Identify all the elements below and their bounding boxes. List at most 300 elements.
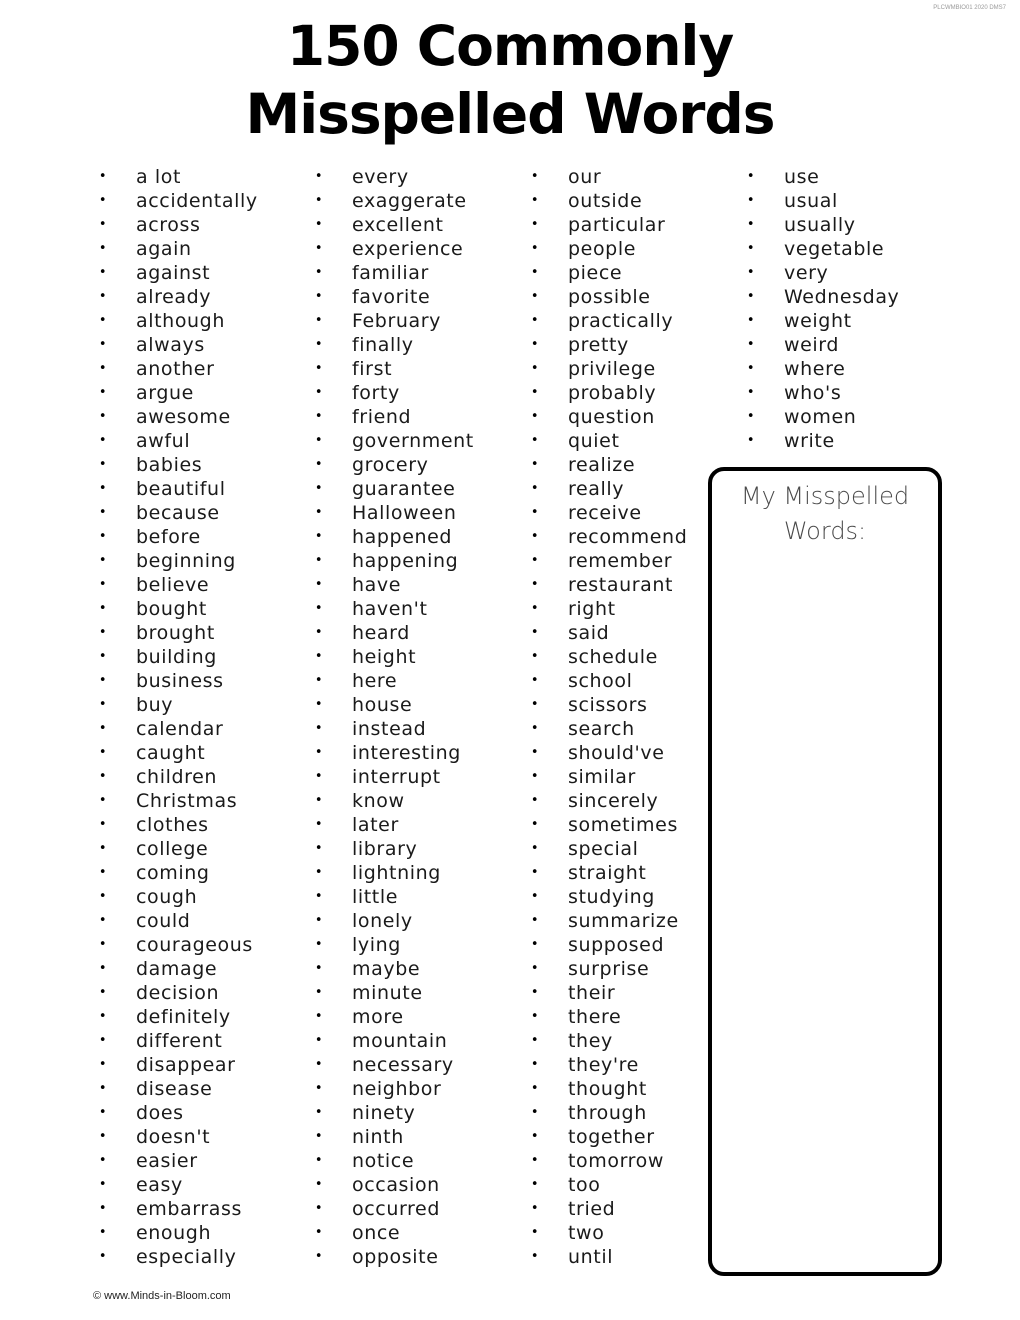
page-title [0,12,1020,148]
word-text: write [784,430,835,452]
bullet-icon: • [530,241,540,256]
bullet-icon: • [314,601,324,616]
word-text: embarrass [136,1198,243,1220]
word-text: exaggerate [352,190,467,212]
bullet-icon: • [98,361,108,376]
bullet-icon: • [98,1225,108,1240]
word-text: search [568,718,635,740]
word-list-item [98,1173,313,1197]
word-list-item [314,501,529,525]
word-column-2 [314,165,529,1269]
bullet-icon: • [314,1129,324,1144]
word-text: argue [136,382,194,404]
bullet-icon: • [98,817,108,832]
word-text: necessary [352,1054,454,1076]
word-text: said [568,622,610,644]
bullet-icon: • [98,481,108,496]
bullet-icon: • [530,1129,540,1144]
bullet-icon: • [746,193,756,208]
word-list-item [98,213,313,237]
bullet-icon: • [530,169,540,184]
word-list-item [98,693,313,717]
bullet-icon: • [746,337,756,352]
word-text: pretty [568,334,629,356]
word-text: there [568,1006,622,1028]
word-text: disappear [136,1054,236,1076]
bullet-icon: • [314,385,324,400]
bullet-icon: • [314,217,324,232]
word-text: disease [136,1078,213,1100]
document-code: PLCWMBIO01 2020 DMS7 [933,5,1006,11]
word-text: usually [784,214,856,236]
word-list-item [530,309,745,333]
bullet-icon: • [746,409,756,424]
word-text: every [352,166,409,188]
word-list-item [98,861,313,885]
bullet-icon: • [98,289,108,304]
word-text: lightning [352,862,441,884]
word-text: until [568,1246,614,1268]
word-text: first [352,358,393,380]
word-list-item [314,693,529,717]
word-list-item [314,1053,529,1077]
word-list-item [746,261,961,285]
word-text: a lot [136,166,182,188]
word-text: against [136,262,211,284]
word-list-item [98,621,313,645]
word-list-item [98,357,313,381]
word-list-item [314,789,529,813]
box-title-line-2: Words: [783,517,867,545]
word-list-item [314,885,529,909]
bullet-icon: • [314,673,324,688]
word-list-item [746,333,961,357]
bullet-icon: • [314,865,324,880]
bullet-icon: • [314,937,324,952]
word-list-item [314,741,529,765]
bullet-icon: • [530,1177,540,1192]
word-list-item [98,189,313,213]
bullet-icon: • [314,1225,324,1240]
bullet-icon: • [530,361,540,376]
word-text: usual [784,190,838,212]
word-list-item [314,573,529,597]
bullet-icon: • [530,313,540,328]
bullet-icon: • [746,289,756,304]
bullet-icon: • [98,169,108,184]
word-text: different [136,1030,223,1052]
word-list-item [314,813,529,837]
word-list-item [98,405,313,429]
word-text: bought [136,598,207,620]
word-text: always [136,334,205,356]
word-list-item [314,525,529,549]
word-text: experience [352,238,464,260]
bullet-icon: • [746,217,756,232]
word-text: tomorrow [568,1150,665,1172]
title-line-1: 150 Commonly [286,14,734,78]
bullet-icon: • [98,865,108,880]
word-list-item [746,237,961,261]
bullet-icon: • [530,889,540,904]
word-list-item [314,957,529,981]
word-list-item [314,1125,529,1149]
word-text: forty [352,382,400,404]
word-text: similar [568,766,636,788]
word-text: outside [568,190,643,212]
bullet-icon: • [98,1081,108,1096]
word-text: excellent [352,214,444,236]
bullet-icon: • [746,313,756,328]
bullet-icon: • [530,457,540,472]
word-list-item [98,1125,313,1149]
word-list-item [746,165,961,189]
word-text: quiet [568,430,620,452]
bullet-icon: • [314,409,324,424]
bullet-icon: • [98,721,108,736]
word-text: before [136,526,201,548]
bullet-icon: • [530,1105,540,1120]
word-text: weird [784,334,840,356]
word-list-item [530,261,745,285]
word-text: occasion [352,1174,440,1196]
bullet-icon: • [746,361,756,376]
word-text: already [136,286,212,308]
word-text: notice [352,1150,415,1172]
word-text: very [784,262,829,284]
word-list-item [530,213,745,237]
word-text: maybe [352,958,421,980]
word-text: happening [352,550,459,572]
bullet-icon: • [314,697,324,712]
bullet-icon: • [530,793,540,808]
word-list-item [314,477,529,501]
word-text: decision [136,982,220,1004]
word-text: summarize [568,910,679,932]
word-text: little [352,886,399,908]
word-list-item [314,645,529,669]
word-text: cough [136,886,198,908]
word-list-item [746,381,961,405]
bullet-icon: • [98,265,108,280]
word-list-item [530,357,745,381]
word-text: grocery [352,454,429,476]
word-text: realize [568,454,636,476]
bullet-icon: • [746,241,756,256]
bullet-icon: • [530,1033,540,1048]
word-list-item [98,885,313,909]
bullet-icon: • [314,529,324,544]
word-text: easy [136,1174,183,1196]
word-list-item [98,1029,313,1053]
bullet-icon: • [98,505,108,520]
word-text: right [568,598,616,620]
word-text: Christmas [136,790,238,812]
word-list-item [98,477,313,501]
bullet-icon: • [530,1009,540,1024]
bullet-icon: • [98,985,108,1000]
word-text: finally [352,334,414,356]
bullet-icon: • [314,841,324,856]
word-text: calendar [136,718,224,740]
word-list-item [98,525,313,549]
bullet-icon: • [530,409,540,424]
word-text: brought [136,622,215,644]
word-list-item [314,837,529,861]
bullet-icon: • [314,361,324,376]
my-misspelled-words-box [708,467,942,1276]
bullet-icon: • [98,217,108,232]
word-text: Halloween [352,502,457,524]
bullet-icon: • [98,769,108,784]
bullet-icon: • [314,1177,324,1192]
word-text: interesting [352,742,461,764]
bullet-icon: • [314,265,324,280]
word-text: doesn't [136,1126,211,1148]
word-list-item [314,597,529,621]
bullet-icon: • [314,745,324,760]
bullet-icon: • [98,1177,108,1192]
bullet-icon: • [98,193,108,208]
word-list-item [746,405,961,429]
word-text: height [352,646,417,668]
bullet-icon: • [746,265,756,280]
word-list-item [314,1221,529,1245]
word-list-item [314,261,529,285]
word-list-item [746,357,961,381]
word-text: interrupt [352,766,441,788]
bullet-icon: • [98,337,108,352]
word-list-item [98,933,313,957]
word-column-4 [746,165,961,453]
bullet-icon: • [530,1081,540,1096]
word-text: remember [568,550,673,572]
word-list-item [314,861,529,885]
bullet-icon: • [98,937,108,952]
word-list-item [314,549,529,573]
bullet-icon: • [98,577,108,592]
word-text: happened [352,526,453,548]
bullet-icon: • [530,529,540,544]
bullet-icon: • [530,289,540,304]
word-list-item [314,1101,529,1125]
word-text: lying [352,934,401,956]
word-list-item [314,333,529,357]
word-list-item [314,1077,529,1101]
word-list-item [530,429,745,453]
bullet-icon: • [314,913,324,928]
word-list-item [314,213,529,237]
word-text: here [352,670,398,692]
bullet-icon: • [746,433,756,448]
word-list-item [98,957,313,981]
bullet-icon: • [98,913,108,928]
word-list-item [314,1005,529,1029]
word-list-item [530,405,745,429]
word-text: could [136,910,191,932]
word-list-item [98,789,313,813]
bullet-icon: • [98,1249,108,1264]
bullet-icon: • [530,553,540,568]
word-list-item [98,261,313,285]
word-text: practically [568,310,674,332]
word-list-item [98,645,313,669]
box-title-line-1: My Misspelled [740,482,910,510]
word-list-item [314,429,529,453]
word-text: straight [568,862,647,884]
bullet-icon: • [530,337,540,352]
bullet-icon: • [98,793,108,808]
bullet-icon: • [530,649,540,664]
word-text: people [568,238,637,260]
word-list-item [98,669,313,693]
word-text: across [136,214,201,236]
word-text: children [136,766,218,788]
bullet-icon: • [314,769,324,784]
bullet-icon: • [98,649,108,664]
word-list-item [314,933,529,957]
word-list-item [314,621,529,645]
word-text: possible [568,286,651,308]
bullet-icon: • [530,577,540,592]
bullet-icon: • [98,529,108,544]
bullet-icon: • [314,553,324,568]
word-text: building [136,646,217,668]
title-line-2: Misspelled Words [245,82,775,146]
word-list-item [98,597,313,621]
bullet-icon: • [314,649,324,664]
bullet-icon: • [530,745,540,760]
word-text: their [568,982,616,1004]
word-text: babies [136,454,203,476]
word-text: later [352,814,399,836]
word-list-item [98,765,313,789]
bullet-icon: • [530,1249,540,1264]
word-text: really [568,478,625,500]
word-list-item [98,909,313,933]
bullet-icon: • [314,793,324,808]
bullet-icon: • [530,433,540,448]
word-list-item [314,1245,529,1269]
bullet-icon: • [746,169,756,184]
word-list-item [98,1077,313,1101]
word-list-item [98,309,313,333]
word-list-item [530,189,745,213]
bullet-icon: • [314,457,324,472]
word-list-item [314,669,529,693]
bullet-icon: • [530,913,540,928]
word-text: business [136,670,224,692]
word-text: where [784,358,846,380]
word-text: neighbor [352,1078,442,1100]
word-text: more [352,1006,404,1028]
word-list-item [314,165,529,189]
word-text: weight [784,310,852,332]
bullet-icon: • [314,1105,324,1120]
word-text: Wednesday [784,286,900,308]
word-list-item [314,981,529,1005]
word-list-item [314,405,529,429]
word-list-item [314,909,529,933]
word-text: another [136,358,215,380]
bullet-icon: • [530,961,540,976]
word-text: through [568,1102,647,1124]
word-text: occurred [352,1198,440,1220]
word-text: sometimes [568,814,678,836]
bullet-icon: • [530,265,540,280]
box-title [712,479,938,549]
word-text: vegetable [784,238,885,260]
word-text: ninth [352,1126,404,1148]
bullet-icon: • [314,337,324,352]
copyright-footer: © www.Minds-in-Bloom.com [93,1290,231,1302]
bullet-icon: • [314,1009,324,1024]
word-list-item [530,285,745,309]
bullet-icon: • [98,889,108,904]
word-list-item [98,1005,313,1029]
bullet-icon: • [314,961,324,976]
word-list-item [98,1197,313,1221]
word-list-item [98,381,313,405]
word-text: instead [352,718,427,740]
word-list-item [746,189,961,213]
word-list-item [314,765,529,789]
word-list-item [98,429,313,453]
bullet-icon: • [530,841,540,856]
bullet-icon: • [314,721,324,736]
bullet-icon: • [98,961,108,976]
bullet-icon: • [314,193,324,208]
word-text: clothes [136,814,209,836]
word-text: courageous [136,934,253,956]
bullet-icon: • [98,1057,108,1072]
word-text: does [136,1102,184,1124]
bullet-icon: • [314,1081,324,1096]
bullet-icon: • [314,1201,324,1216]
word-text: college [136,838,209,860]
word-text: studying [568,886,655,908]
word-text: special [568,838,639,860]
word-text: friend [352,406,412,428]
word-list-item [98,981,313,1005]
word-list-item [98,1149,313,1173]
word-list-item [314,1197,529,1221]
word-list-item [746,213,961,237]
word-text: have [352,574,402,596]
bullet-icon: • [530,601,540,616]
bullet-icon: • [314,1033,324,1048]
word-text: heard [352,622,410,644]
word-list-item [98,285,313,309]
word-list-item [98,1221,313,1245]
word-text: favorite [352,286,431,308]
word-list-item [314,453,529,477]
word-list-item [530,237,745,261]
word-text: two [568,1222,605,1244]
bullet-icon: • [314,433,324,448]
bullet-icon: • [530,697,540,712]
word-list-item [98,165,313,189]
word-text: awful [136,430,191,452]
word-list-item [98,237,313,261]
word-text: thought [568,1078,647,1100]
bullet-icon: • [746,385,756,400]
word-list-item [314,717,529,741]
bullet-icon: • [98,841,108,856]
bullet-icon: • [98,553,108,568]
word-list-item [530,165,745,189]
word-text: although [136,310,225,332]
